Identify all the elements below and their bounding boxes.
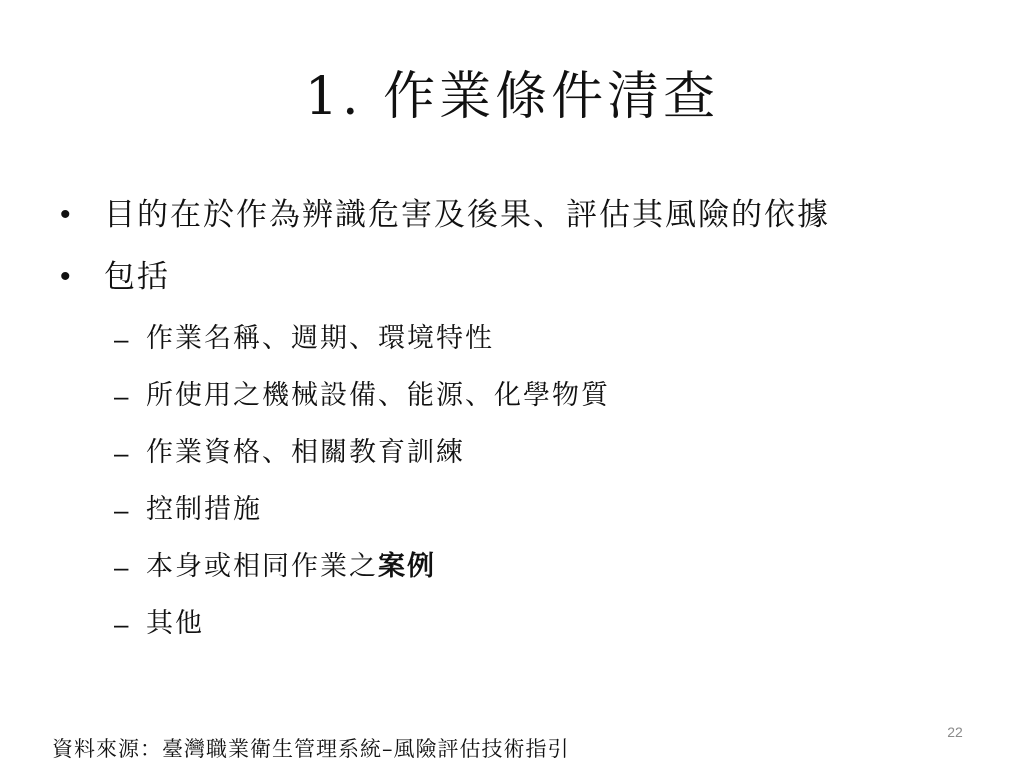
sub-item-text: 本身或相同作業之	[146, 551, 378, 582]
page-number: 22	[947, 724, 963, 740]
sub-item-text: 其他	[146, 608, 204, 639]
dash-symbol: –	[114, 324, 131, 354]
bullet-symbol: •	[60, 198, 73, 231]
bullet-text: 包括	[104, 259, 170, 295]
bullet-list	[56, 190, 996, 656]
sub-item-text: 作業名稱、週期、環境特性	[146, 323, 494, 354]
sub-item-qualification	[56, 428, 996, 485]
sub-item-cases	[56, 542, 996, 599]
sub-item-text: 所使用之機械設備、能源、化學物質	[146, 380, 610, 411]
sub-item-other	[56, 599, 996, 656]
dash-symbol: –	[114, 609, 131, 639]
dash-symbol: –	[114, 495, 131, 525]
dash-symbol: –	[114, 552, 131, 582]
slide-title: 1. 作業條件清查	[304, 67, 720, 127]
bullet-symbol: •	[60, 260, 73, 293]
source-citation: 資料來源：臺灣職業衛生管理系統–風險評估技術指引	[52, 737, 570, 761]
bullet-item-includes	[56, 252, 996, 314]
bullet-text: 目的在於作為辨識危害及後果、評估其風險的依據	[104, 197, 830, 233]
dash-symbol: –	[114, 381, 131, 411]
sub-item-text: 作業資格、相關教育訓練	[146, 437, 465, 468]
bullet-item-purpose	[56, 190, 996, 252]
sub-item-equipment	[56, 371, 996, 428]
sub-item-control-measures	[56, 485, 996, 542]
sub-item-text-group	[146, 542, 436, 592]
sub-item-operation-name	[56, 314, 996, 371]
sub-item-emphasis: 案例	[378, 551, 436, 582]
sub-item-text: 控制措施	[146, 494, 262, 525]
dash-symbol: –	[114, 438, 131, 468]
